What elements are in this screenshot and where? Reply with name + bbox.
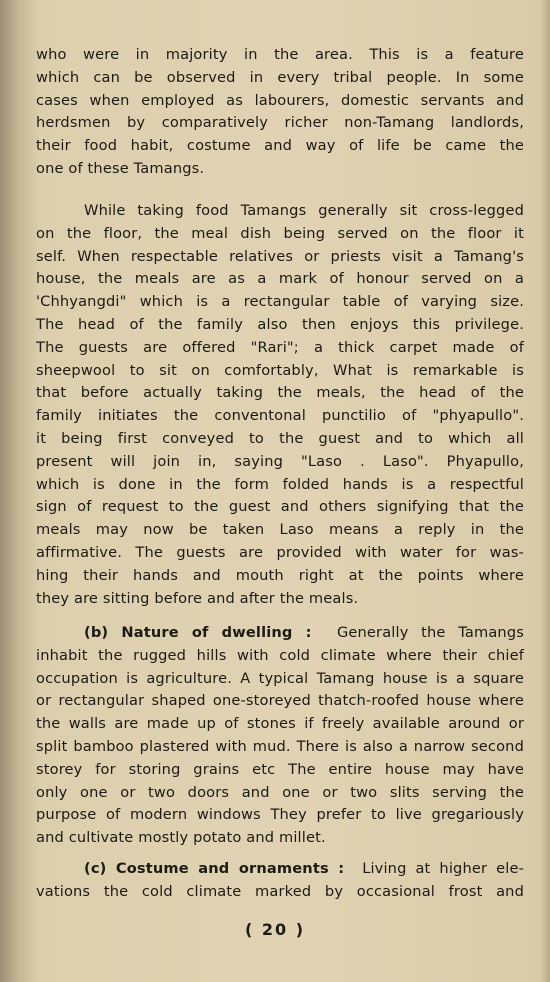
text-line: present will join in, saying "Laso . Laso". Phyapullo, [36, 452, 524, 470]
text-line: storey for storing grains etc The entire house may have [36, 760, 524, 778]
text-line: one of these Tamangs. [36, 159, 205, 177]
text-line: on the floor, the meal dish being served on the floor it [36, 224, 524, 242]
text-line: inhabit the rugged hills with cold climate where their chief [36, 646, 524, 664]
text-line: While taking food Tamangs generally sit cross-legged [84, 202, 524, 219]
text-line: only one or two doors and one or two slits serving the [36, 783, 524, 801]
text-line: that before actually taking the meals, the head of the [36, 384, 524, 402]
paragraph-3-first-line-rest: Generally the Tamangs [336, 624, 524, 641]
paragraph-4-first-line [36, 858, 524, 881]
text-line: 'Chhyangdi" which is a rectangular table of varying size. [36, 293, 524, 311]
text-line: self. When respectable relatives or priests visit a Tamang's [36, 247, 524, 265]
paragraph-4-text [36, 858, 524, 904]
text-line: purpose of modern windows They prefer to live gregariously [36, 806, 524, 824]
text-line: their food habit, costume and way of life be came the [36, 137, 524, 155]
text-line: the walls are made up of stones if freely available around or [36, 715, 524, 733]
section-heading-costume: (c) Costume and ornaments : [84, 860, 345, 877]
text-line: sign of request to the guest and others signifying that the [36, 498, 524, 516]
text-line: occupation is agriculture. A typical Tamang house is a square [36, 669, 524, 687]
section-heading-dwelling: (b) Nature of dwelling : [84, 624, 312, 641]
text-line: cases when employed as labourers, domestic servants and [36, 91, 524, 109]
text-line: which is done in the form folded hands is a respectful [36, 475, 524, 493]
paragraph-3-first-line [36, 622, 524, 645]
text-line: or rectangular shaped one-storeyed thatch-roofed house where [36, 692, 524, 710]
paragraph-3-text [36, 622, 524, 850]
paragraph-2-text [36, 200, 524, 610]
text-line: meals may now be taken Laso means a reply in the [36, 521, 524, 539]
text-line: The head of the family also then enjoys this privilege. [36, 315, 524, 333]
page-number: ( 20 ) [244, 920, 306, 939]
text-line: which can be observed in every tribal people. In some [36, 68, 524, 86]
text-line: it being first conveyed to the guest and to which all [36, 429, 524, 447]
paragraph-1-text [36, 44, 524, 181]
text-line: who were in majority in the area. This is a feature [36, 46, 524, 63]
text-line: affirmative. The guests are provided with water for was- [36, 543, 524, 561]
text-line: and cultivate mostly potato and millet. [36, 829, 326, 847]
paragraph-4-first-line-rest: Living at higher ele- [362, 860, 524, 877]
text-line: The guests are offered "Rari"; a thick carpet made of [36, 338, 524, 356]
paragraph-1 [36, 44, 524, 181]
text-line: hing their hands and mouth right at the points where [36, 566, 524, 584]
text-line: herdsmen by comparatively richer non-Tamang landlords, [36, 114, 524, 132]
text-line: split bamboo plastered with mud. There is also a narrow second [36, 737, 524, 755]
text-line: house, the meals are as a mark of honour served on a [36, 270, 524, 288]
paragraph-4-costume [36, 858, 524, 904]
paragraph-2 [36, 200, 524, 610]
text-line: vations the cold climate marked by occasional frost and [36, 882, 524, 900]
text-line: they are sitting before and after the meals. [36, 589, 359, 607]
text-line: family initiates the conventonal punctilio of "phyapullo". [36, 407, 524, 425]
paragraph-3-dwelling [36, 622, 524, 850]
text-line: sheepwool to sit on comfortably, What is remarkable is [36, 361, 524, 379]
